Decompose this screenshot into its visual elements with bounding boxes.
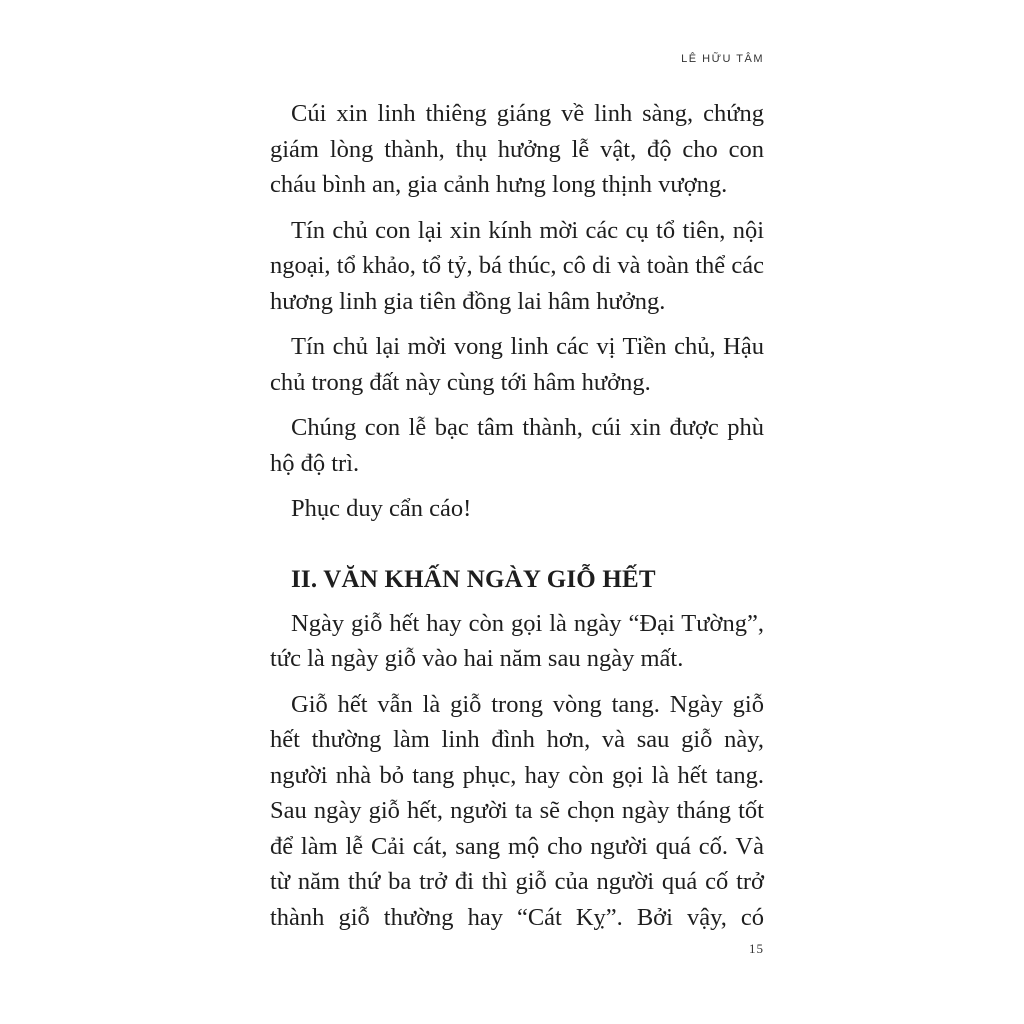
paragraph: Chúng con lễ bạc tâm thành, cúi xin được phù hộ độ trì.: [270, 414, 764, 477]
paragraph: Ngày giỗ hết hay còn gọi là ngày “Đại Tường”, tức là ngày giỗ vào hai năm sau ngày mất.: [270, 609, 764, 672]
paragraph: Cúi xin linh thiêng giáng về linh sàng, chứng giám lòng thành, thụ hưởng lễ vật, độ cho con cháu bình an, gia cảnh hưng long thịnh vượng.: [270, 100, 764, 198]
section-heading: II. VĂN KHẤN NGÀY GIỖ HẾT: [291, 565, 656, 593]
paragraph: Phục duy cẩn cáo!: [291, 495, 472, 522]
paragraph: Tín chủ lại mời vong linh các vị Tiền chủ, Hậu chủ trong đất này cùng tới hâm hưởng.: [270, 333, 764, 396]
paragraph: Giỗ hết vẫn là giỗ trong vòng tang. Ngày giỗ hết thường làm linh đình hơn, và sau giỗ này, người nhà bỏ tang phục, hay còn gọi là hết tang. Sau ngày giỗ hết, người ta sẽ chọn ngày tháng tốt để làm lễ Cải cát, sang mộ cho người quá cố. Và từ năm thứ ba trở đi thì giỗ của người quá cố trở thành giỗ thường hay “Cát Kỵ”. Bởi vậy, có: [270, 690, 764, 931]
page-number: 15: [749, 941, 764, 956]
running-head: LÊ HỮU TÂM: [681, 53, 764, 65]
body-text: [270, 96, 764, 945]
paragraph: Tín chủ con lại xin kính mời các cụ tổ tiên, nội ngoại, tổ khảo, tổ tỷ, bá thúc, cô di và toàn thể các hương linh gia tiên đồng lai hâm hưởng.: [270, 216, 764, 315]
